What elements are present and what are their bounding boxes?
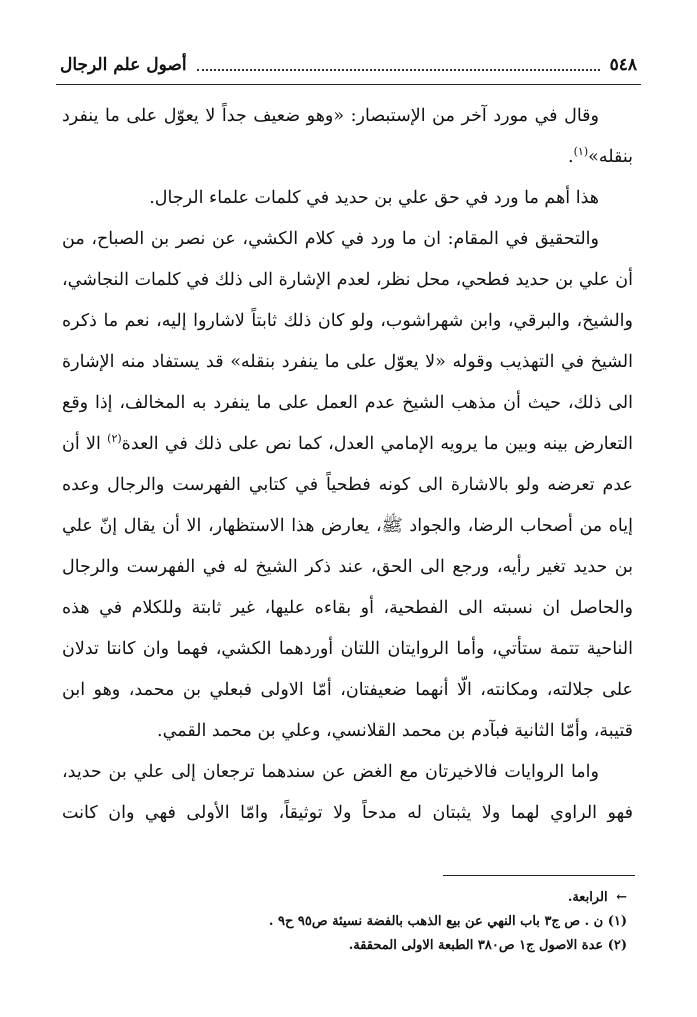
header-rule [56, 84, 641, 85]
paragraph-1-text: وقال في مورد آخر من الإستبصار: «وهو ضعيف جداً لا يعوّل على ما ينفرد بنقله» [62, 106, 633, 167]
header-leader-dots [197, 59, 600, 71]
paragraph-3-cont: الا أن عدم تعرضه ولو بالاشارة الى كونه فطحياً في كتابي الفهرست والرجال وعده إياه من أصحاب الرضا، والجواد ﷺ، يعارض هذا الاستظهار، الا أن يقال إنّ علي بن حديد تغير رأيه، ورجع الى الحق، عند ذكر الشيخ له في الفهرست والرجال والحاصل ان نسبته الى الفطحية، أو بقاءه عليها، غير ثابتة وللكلام في هذه الناحية تتمة ستأتي، وأما الروايتان اللتان أوردهما الكشي، فهما وان كانتا تدلان على جلالته، ومكانته، الّا أنهما ضعيفتان، أمّا الاولى فبعلي بن محمد، وهو ابن قتيبة، وأمّا الثانية فبآدم بن محمد القلانسي، وعلي بن محمد القمي. [62, 434, 633, 741]
continuation-arrow-icon: ← [616, 890, 627, 905]
footnotes [70, 886, 627, 958]
page-number: ٥٤٨ [609, 55, 637, 75]
paragraph-4: واما الروايات فالاخيرتان مع الغض عن سندهما ترجعان إلى علي بن حديد، فهو الراوي لهما ولا يثبتان له مدحاً ولا توثيقاً، وامّا الأولى فهي وان كانت [62, 762, 633, 823]
footnote-2: (٢) عدة الاصول ج١ ص٣٨٠ الطبعة الاولى المحققة. [348, 938, 627, 953]
footnote-1: (١) ن . ص ج٣ باب النهي عن بيع الذهب بالفضة نسيئة ص٩٥ ح٩ . [268, 914, 627, 929]
continuation-text: الرابعة. [567, 890, 608, 905]
running-title: أصول علم الرجال [60, 55, 187, 75]
paragraph-2: هذا أهم ما ورد في حق علي بن حديد في كلمات علماء الرجال. [149, 188, 599, 208]
footnote-ref-1: (١) [573, 145, 589, 159]
paragraph-3 [62, 219, 633, 752]
footnote-continuation [70, 886, 627, 910]
paragraph-1: وقال في مورد آخر من الإستبصار: «وهو ضعيف جداً لا يعوّل على ما ينفرد بنقله»$^{(١)}$. [62, 106, 633, 167]
paragraph-3-text: والتحقيق في المقام: ان ما ورد في كلام الكشي، عن نصر بن الصباح، من أن علي بن حديد فطحي، محل نظر، لعدم الإشارة الى ذلك في كلمات النجاشي، والشيخ، والبرقي، وابن شهراشوب، ولو كان ذلك ثابتاً لاشاروا إليه، نعم ما ذكره الشيخ في التهذيب وقوله «لا يعوّل على ما ينفرد بنقله» قد يستفاد منه الإشارة الى ذلك، حيث أن مذهب الشيخ عدم العمل على ما ينفرد به المخالف، إذا وقع التعارض بينه وبين ما يرويه الإمامي العدل، كما نص على ذلك في العدة [62, 229, 633, 454]
footnote-ref-2: (٢) [107, 432, 122, 446]
running-header [60, 50, 637, 80]
footnote-rule [443, 875, 635, 876]
main-text [62, 96, 633, 834]
